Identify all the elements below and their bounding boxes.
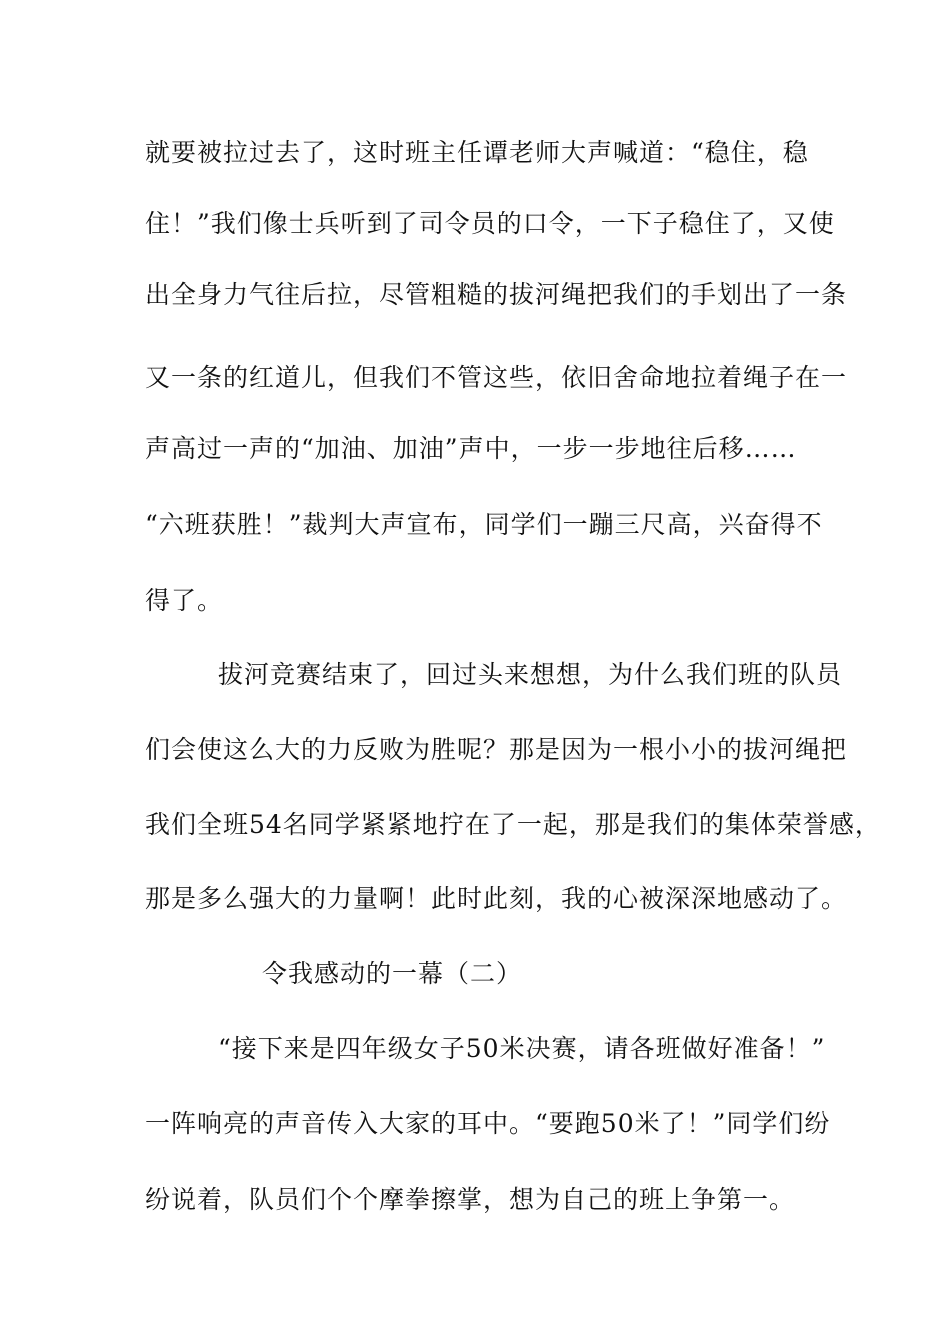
text-line: 就要被拉过去了，这时班主任谭老师大声喊道：“稳住，稳 bbox=[145, 138, 809, 167]
text-line: 住！”我们像士兵听到了司令员的口令，一下子稳住了，又使 bbox=[145, 209, 835, 238]
text-line: 又一条的红道儿，但我们不管这些，依旧舍命地拉着绳子在一 bbox=[145, 363, 848, 392]
text-line: 拔河竞赛结束了，回过头来想想，为什么我们班的队员 bbox=[218, 660, 843, 689]
text-line: 出全身力气往后拉，尽管粗糙的拔河绳把我们的手划出了一条 bbox=[145, 280, 848, 309]
text-line: 得了。 bbox=[145, 586, 224, 615]
text-line: 我们全班54名同学紧紧地拧在了一起，那是我们的集体荣誉感， bbox=[145, 810, 881, 839]
section-title: 令我感动的一幕（二） bbox=[262, 959, 523, 988]
text-line: 一阵响亮的声音传入大家的耳中。“要跑50米了！”同学们纷 bbox=[145, 1109, 831, 1138]
text-line: 声高过一声的“加油、加油”声中，一步一步地往后移…… bbox=[145, 434, 797, 463]
text-line: 们会使这么大的力反败为胜呢？那是因为一根小小的拔河绳把 bbox=[145, 735, 848, 764]
text-line: 纷说着，队员们个个摩拳擦掌，想为自己的班上争第一。 bbox=[145, 1185, 796, 1214]
text-line: “接下来是四年级女子50米决赛，请各班做好准备！” bbox=[218, 1034, 826, 1063]
text-line: 那是多么强大的力量啊！此时此刻，我的心被深深地感动了。 bbox=[145, 884, 848, 913]
text-line: “六班获胜！”裁判大声宣布，同学们一蹦三尺高，兴奋得不 bbox=[145, 510, 823, 539]
